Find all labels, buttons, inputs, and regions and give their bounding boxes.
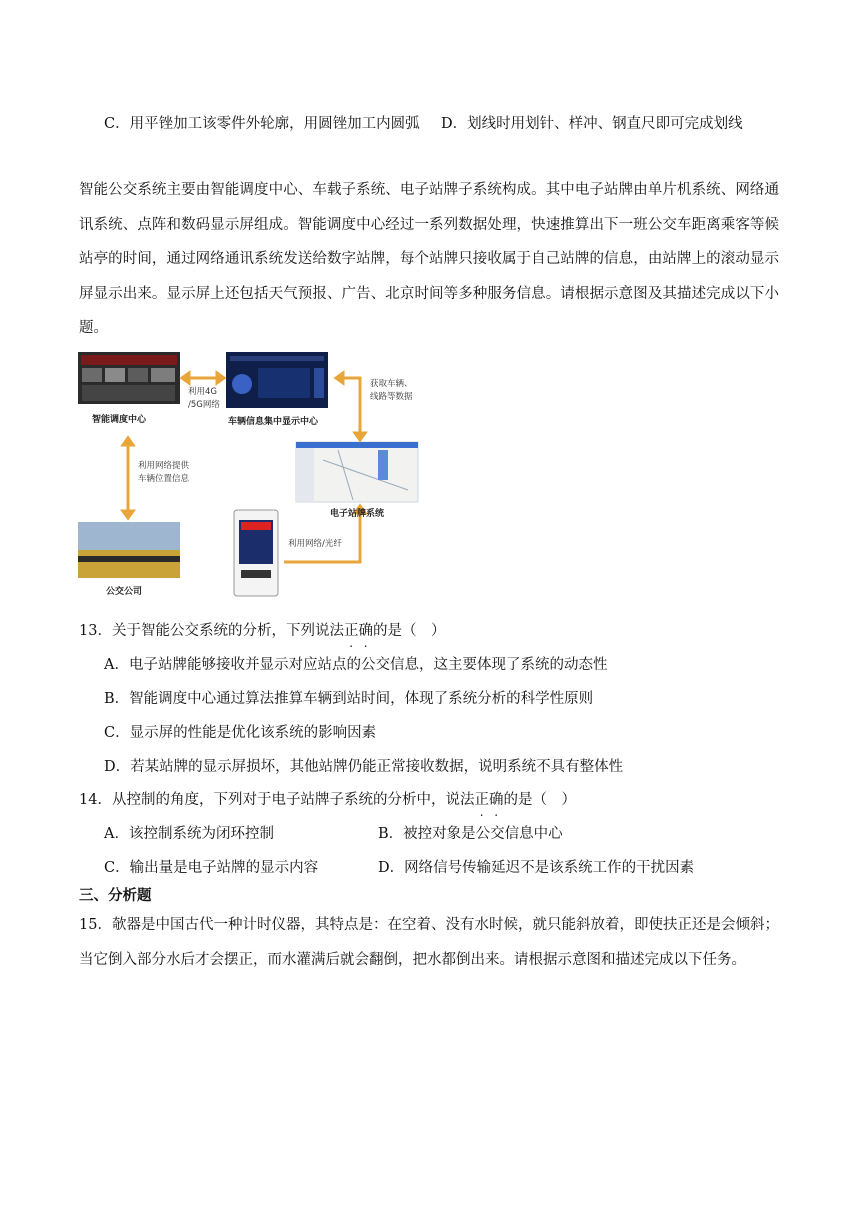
kiosk-image [234, 510, 278, 596]
arrow-text-4g-line2: /5G网络 [188, 400, 220, 410]
q13-emph-1: 正 [343, 623, 359, 639]
q13-stem [79, 619, 445, 640]
q13-emph-2: 确 [358, 623, 373, 639]
system-diagram [78, 350, 423, 600]
bus-company-image [78, 522, 180, 578]
arrow-text-location [138, 460, 189, 486]
dispatch-center-image [78, 352, 180, 404]
q13-option-c: C．显示屏的性能是优化该系统的影响因素 [104, 725, 377, 741]
q13-stem-pre: 13．关于智能公交系统的分析，下列说法 [79, 623, 344, 639]
arrow-text-fetch-line1: 获取车辆、 [370, 379, 413, 389]
arrow-text-4g [188, 386, 220, 412]
option-c-prev: C．用平锉加工该零件外轮廓，用圆锉加工内圆弧 [104, 116, 420, 132]
q14-emph-1: 正 [474, 792, 489, 808]
section-heading-analysis: 三、分析题 [79, 887, 152, 904]
q13-option-b: B．智能调度中心通过算法推算车辆到站时间，体现了系统分析的科学性原则 [104, 691, 594, 707]
label-dispatch-center: 智能调度中心 [92, 415, 147, 425]
q13-option-d: D．若某站牌的显示屏损坏，其他站牌仍能正常接收数据，说明系统不具有整体性 [104, 759, 624, 775]
q14-stem-pre: 14．从控制的角度，下列对于电子站牌子系统的分析中，说法 [79, 792, 475, 808]
q14-option-b: B．被控对象是公交信息中心 [378, 826, 563, 842]
q15-text: 15．欹器是中国古代一种计时仪器，其特点是：在空着、没有水时候，就只能斜放着，即使扶正还是会倾斜；当它倒入部分水后才会摆正，而水灌满后就会翻倒，把水都倒出来。请根据示意图和描述完成以下任务。 [79, 917, 779, 968]
q14-option-c: C．输出量是电子站牌的显示内容 [104, 860, 319, 876]
intro-paragraph: 智能公交系统主要由智能调度中心、车载子系统、电子站牌子系统构成。其中电子站牌由单片机系统、网络通讯系统、点阵和数码显示屏组成。智能调度中心经过一系列数据处理，快速推算出下一班公交车距离乘客等候站亭的时间，通过网络通讯系统发送给数字站牌，每个站牌只接收属于自己站牌的信息，由站牌上的滚动显示屏显示出来。显示屏上还包括天气预报、广告、北京时间等多种服务信息。请根据示意图及其描述完成以下小题。 [79, 182, 779, 336]
q14-stem [79, 788, 576, 809]
q14-stem-post: 的是（ ） [503, 792, 576, 808]
q14-emph-2: 确 [488, 792, 504, 808]
label-vehicle-display-center: 车辆信息集中显示中心 [228, 417, 319, 427]
q14-option-d: D．网络信号传输延迟不是该系统工作的干扰因素 [378, 860, 695, 876]
q14-option-a: A．该控制系统为闭环控制 [104, 826, 274, 842]
vehicle-display-image [226, 352, 328, 408]
arrow-text-fiber: 利用网络/光纤 [288, 539, 342, 549]
q13-stem-post: 的是（ ） [372, 623, 446, 639]
label-e-sign-system: 电子站牌系统 [330, 509, 385, 519]
arrow-text-location-line2: 车辆位置信息 [138, 474, 190, 484]
arrow-text-fetch-line2: 线路等数据 [370, 392, 413, 402]
arrow-text-4g-line1: 利用4G [188, 387, 217, 397]
label-bus-company: 公交公司 [106, 587, 143, 597]
arrow-text-fetch [370, 378, 413, 404]
option-d-prev: D．划线时用划针、样冲、钢直尺即可完成划线 [441, 116, 743, 132]
q13-option-a: A．电子站牌能够接收并显示对应站点的公交信息，这主要体现了系统的动态性 [104, 657, 608, 673]
arrow-text-location-line1: 利用网络提供 [138, 461, 190, 471]
e-sign-map-image [296, 442, 418, 502]
